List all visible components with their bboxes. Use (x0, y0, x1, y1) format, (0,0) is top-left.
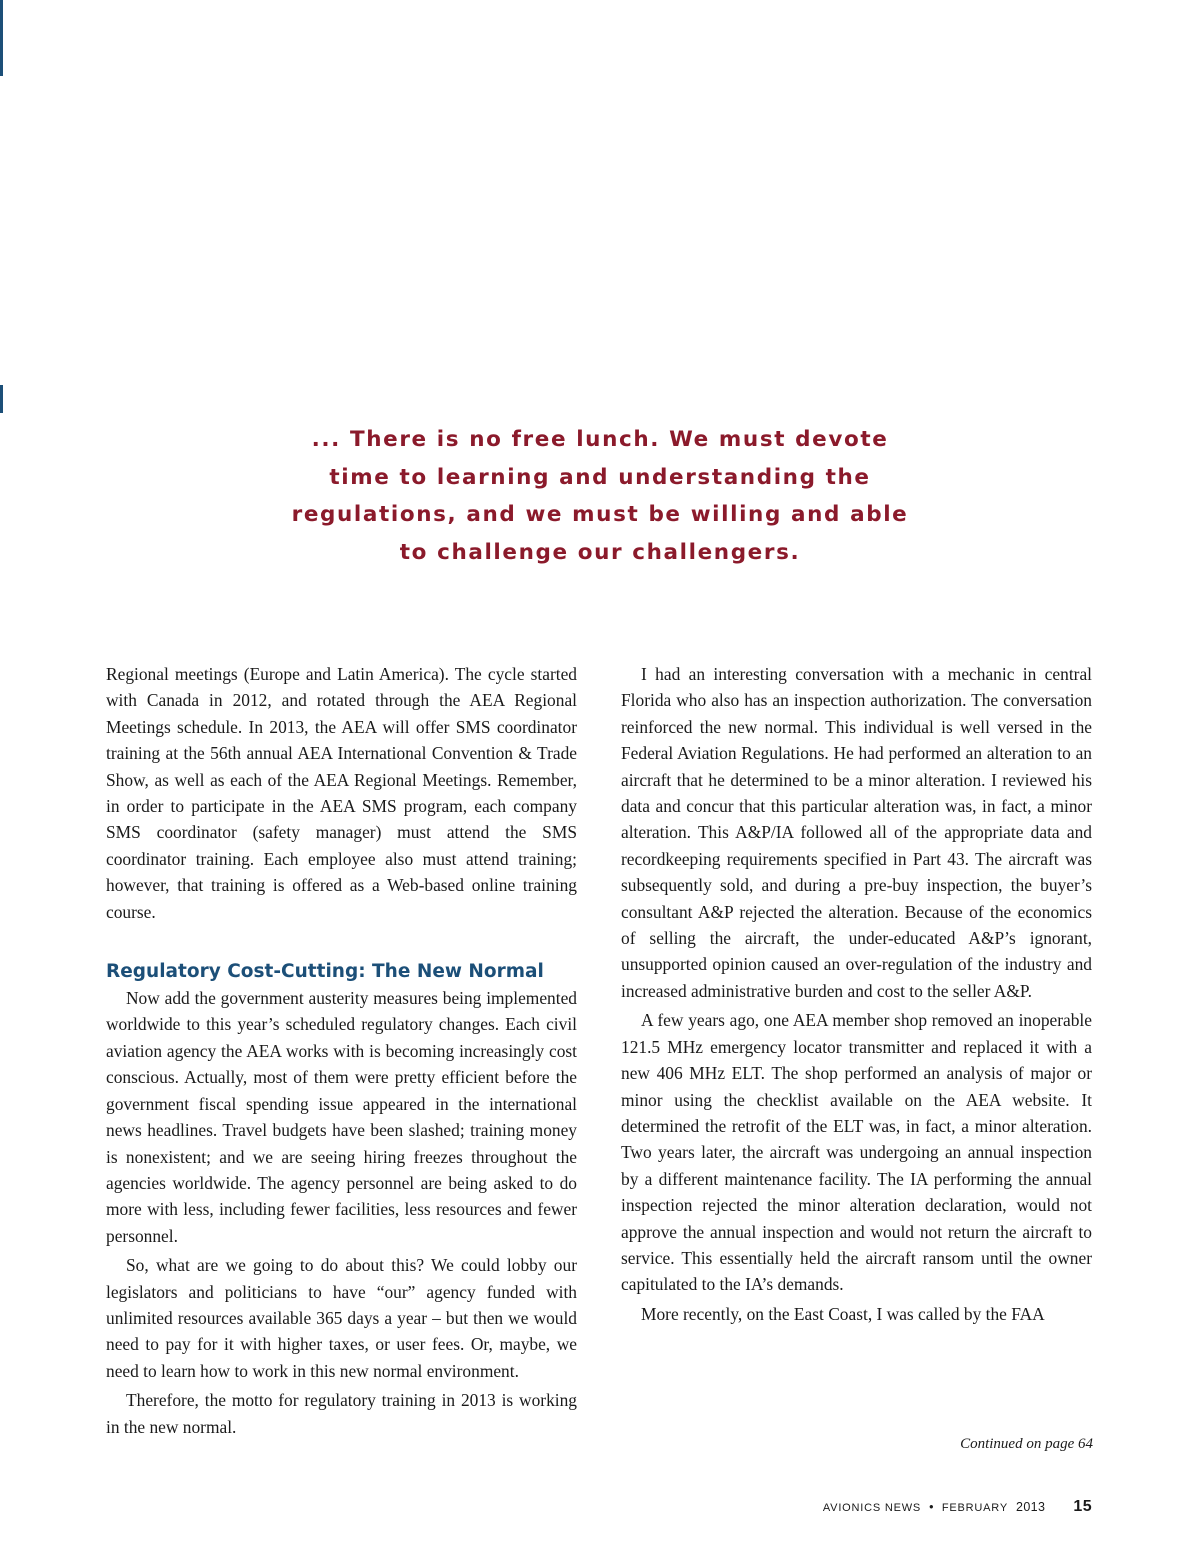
issue-month: FEBRUARY (941, 1502, 1008, 1514)
body-paragraph: So, what are we going to do about this? We could lobby our legislators and politicians to have “our” agency funded with unlimited resources available 365 days a year – but then we would need to pay for it with higher taxes, or user fees. Or, maybe, we need to learn how to work in this new normal environment. (106, 1255, 577, 1381)
pull-quote-line: time to learning and understanding the (329, 464, 871, 490)
body-paragraph: Therefore, the motto for regulatory training in 2013 is working in the new normal. (106, 1390, 577, 1437)
footer-separator: • (929, 1500, 934, 1514)
right-column (621, 661, 1092, 1327)
edge-bar-top (0, 0, 3, 76)
pull-quote-line: ... There is no free lunch. We must devote (311, 427, 889, 452)
page-number: 15 (1073, 1498, 1092, 1515)
left-column (106, 661, 577, 1440)
continued-note: Continued on page 64 (960, 1436, 1093, 1452)
issue-year: 2013 (1015, 1500, 1046, 1514)
pull-quote (250, 421, 950, 571)
body-paragraph: More recently, on the East Coast, I was called by the FAA (641, 1303, 1045, 1324)
publication-name: AVIONICS NEWS (822, 1502, 922, 1514)
body-paragraph: I had an interesting conversation with a mechanic in central Florida who also has an inspection authorization. The conversation reinforced the new normal. This individual is well versed in the Federal Aviation Regulations. He had performed an alteration to an aircraft that he determined to be a minor alteration. I reviewed his data and concur that this particular alteration was, in fact, a minor alteration. This A&P/IA followed all of the appropriate data and recordkeeping requirements specified in Part 43. The aircraft was subsequently sold, and during a pre-buy inspection, the buyer’s consultant A&P rejected the alteration. Because of the economics of selling the aircraft, the under-educated A&P’s ignorant, unsupported opinion caused an over-regulation of the industry and increased administrative burden and cost to the seller A&P. (621, 664, 1092, 1001)
section-heading: Regulatory Cost-Cutting: The New Normal (106, 961, 544, 983)
body-paragraph: A few years ago, one AEA member shop removed an inoperable 121.5 MHz emergency locator transmitter and replaced it with a new 406 MHz ELT. The shop performed an analysis of major or minor using the checklist available on the AEA website. It determined the retrofit of the ELT was, in fact, a minor alteration. Two years later, the aircraft was undergoing an annual inspection by a different maintenance facility. The IA performing the annual inspection rejected the minor alteration declaration, would not approve the annual inspection and would not return the aircraft to service. This essentially held the aircraft ransom until the owner capitulated to the IA’s demands. (621, 1010, 1092, 1295)
pull-quote-line: regulations, and we must be willing and able (291, 502, 909, 527)
pull-quote-line: to challenge our challengers. (399, 539, 801, 565)
body-paragraph: Now add the government austerity measures being implemented worldwide to this year’s scheduled regulatory changes. Each civil aviation agency the AEA works with is becoming increasingly cost conscious. Actually, most of them were pretty efficient before the government fiscal spending issue appeared in the international news headlines. Travel budgets have been slashed; training money is nonexistent; and we are seeing hiring freezes throughout the agencies worldwide. The agency personnel are being asked to do more with less, including fewer facilities, less resources and fewer personnel. (106, 988, 577, 1246)
body-paragraph: Regional meetings (Europe and Latin America). The cycle started with Canada in 2012, and rotated through the AEA Regional Meetings schedule. In 2013, the AEA will offer SMS coordinator training at the 56th annual AEA International Convention & Trade Show, as well as each of the AEA Regional Meetings. Remember, in order to participate in the AEA SMS program, each company SMS coordinator (safety manager) must attend the SMS coordinator training. Each employee also must attend training; however, that training is offered as a Web-based online training course. (106, 664, 577, 922)
edge-bar-middle (0, 385, 3, 413)
page-footer (823, 1498, 1092, 1516)
